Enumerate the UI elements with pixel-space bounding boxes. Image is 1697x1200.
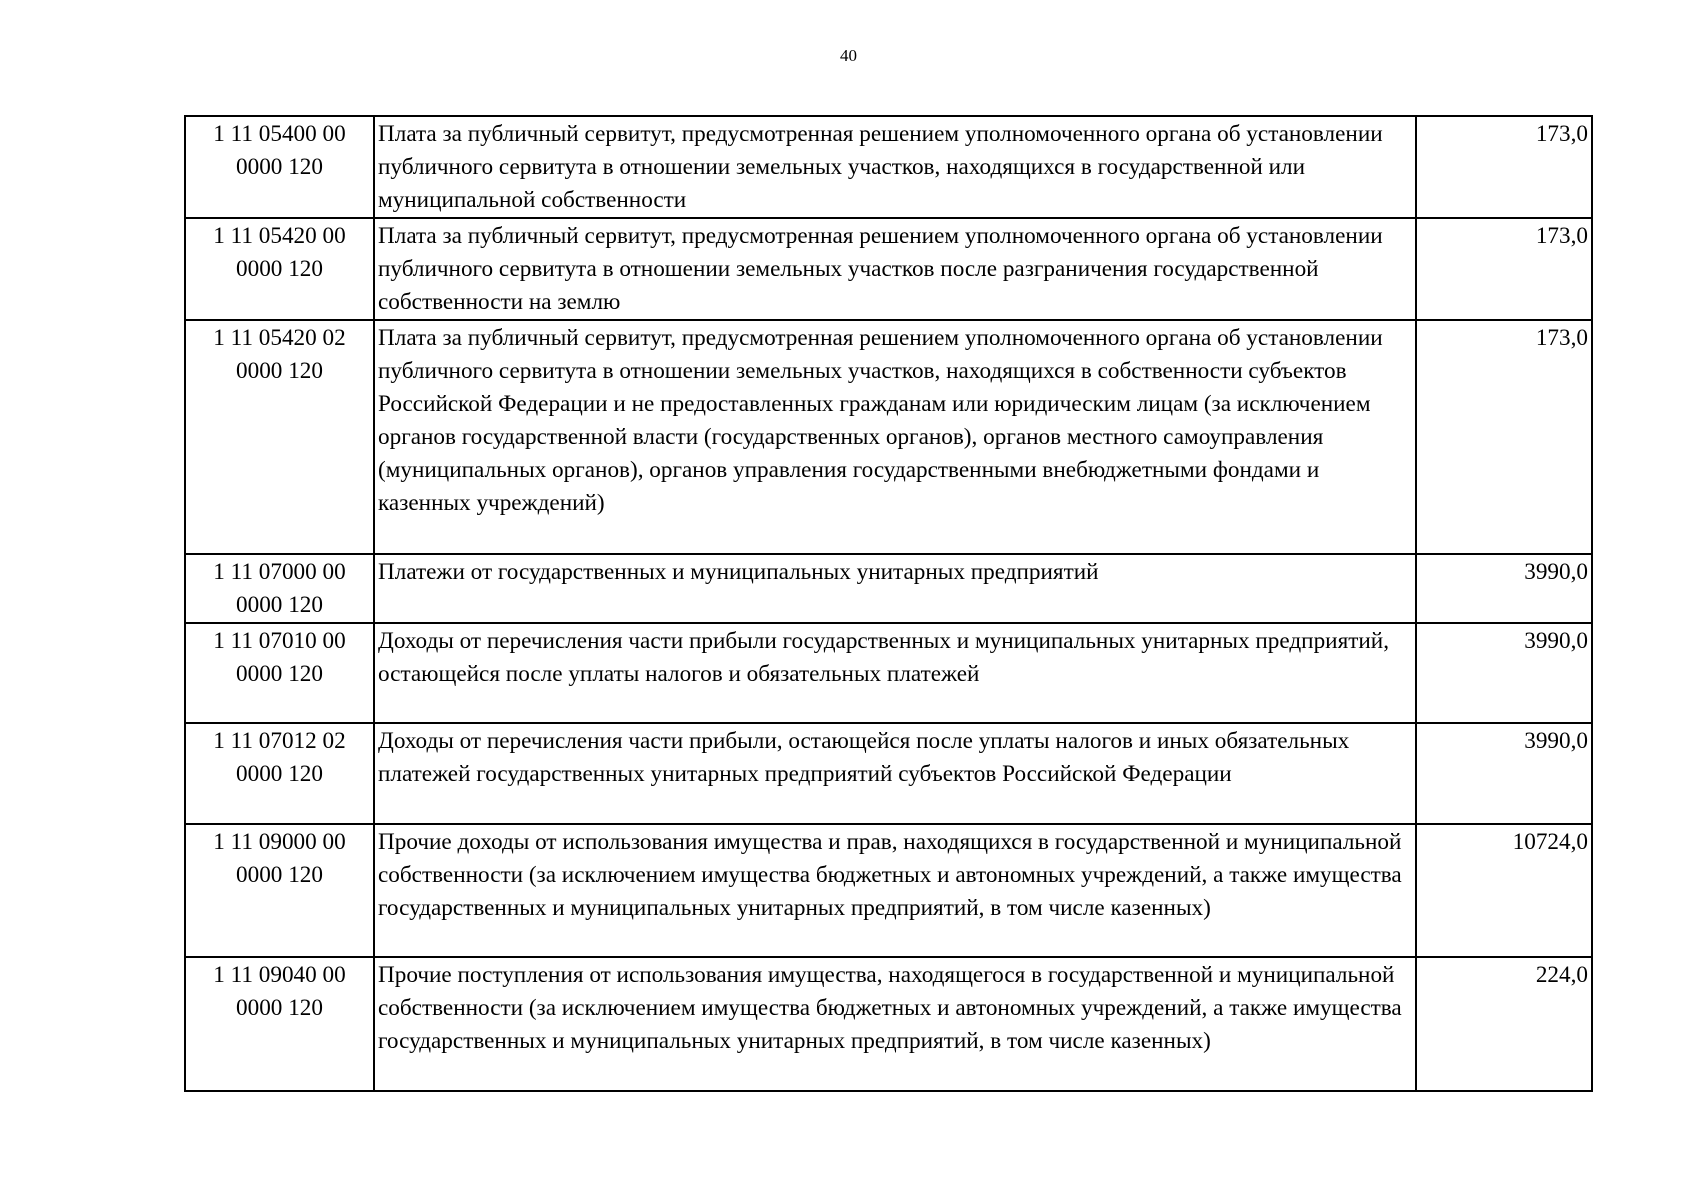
- budget-code-cell: [185, 824, 374, 957]
- budget-code-part1: 1 11 09040 00: [213, 962, 346, 988]
- table-row: [185, 957, 1592, 1091]
- budget-code-cell: [185, 623, 374, 723]
- description-cell: Плата за публичный сервитут, предусмотренная решением уполномоченного органа об установлении публичного сервитута в отношении земельных участков, находящихся в собственности субъектов Российской Федерации и не предоставленных гражданам или юридическим лицам (за исключением органов государственной власти (государственных органов), органов местного самоуправления (муниципальных органов), органов управления государственными внебюджетными фондами и казенных учреждений): [374, 320, 1416, 554]
- budget-code-part2: 0000 120: [236, 862, 323, 888]
- budget-code-part2: 0000 120: [236, 154, 323, 180]
- description-cell: Доходы от перечисления части прибыли, остающейся после уплаты налогов и иных обязательных платежей государственных унитарных предприятий субъектов Российской Федерации: [374, 723, 1416, 824]
- amount-cell: 173,0: [1416, 320, 1592, 554]
- table-row: [185, 116, 1592, 218]
- budget-code-part1: 1 11 07000 00: [213, 559, 346, 585]
- budget-code-part2: 0000 120: [236, 256, 323, 282]
- amount-cell: 3990,0: [1416, 623, 1592, 723]
- budget-code-part2: 0000 120: [236, 358, 323, 384]
- budget-code-cell: [185, 320, 374, 554]
- budget-code-part1: 1 11 05400 00: [213, 121, 346, 147]
- description-cell: Прочие поступления от использования имущества, находящегося в государственной и муниципальной собственности (за исключением имущества бюджетных и автономных учреждений, а также имущества государственных и муниципальных унитарных предприятий, в том числе казенных): [374, 957, 1416, 1091]
- description-cell: Платежи от государственных и муниципальных унитарных предприятий: [374, 554, 1416, 623]
- table-row: [185, 554, 1592, 623]
- budget-code-part2: 0000 120: [236, 761, 323, 787]
- description-cell: Плата за публичный сервитут, предусмотренная решением уполномоченного органа об установлении публичного сервитута в отношении земельных участков, находящихся в государственной или муниципальной собственности: [374, 116, 1416, 218]
- table-row: [185, 824, 1592, 957]
- amount-cell: 10724,0: [1416, 824, 1592, 957]
- budget-code-part1: 1 11 07012 02: [213, 728, 346, 754]
- budget-code-part2: 0000 120: [236, 661, 323, 687]
- page-number: 40: [840, 46, 857, 65]
- description-cell: Доходы от перечисления части прибыли государственных и муниципальных унитарных предприятий, остающейся после уплаты налогов и обязательных платежей: [374, 623, 1416, 723]
- table-row: [185, 320, 1592, 554]
- budget-revenue-table: [184, 115, 1593, 1092]
- budget-code-part1: 1 11 07010 00: [213, 628, 346, 654]
- table-row: [185, 218, 1592, 320]
- budget-code-part1: 1 11 09000 00: [213, 829, 346, 855]
- amount-cell: 3990,0: [1416, 723, 1592, 824]
- budget-code-part1: 1 11 05420 00: [213, 223, 346, 249]
- budget-code-cell: [185, 116, 374, 218]
- amount-cell: 173,0: [1416, 116, 1592, 218]
- budget-code-cell: [185, 957, 374, 1091]
- amount-cell: 224,0: [1416, 957, 1592, 1091]
- description-cell: Плата за публичный сервитут, предусмотренная решением уполномоченного органа об установлении публичного сервитута в отношении земельных участков после разграничения государственной собственности на землю: [374, 218, 1416, 320]
- table-row: [185, 623, 1592, 723]
- budget-code-part1: 1 11 05420 02: [213, 325, 346, 351]
- budget-code-part2: 0000 120: [236, 995, 323, 1021]
- budget-code-cell: [185, 554, 374, 623]
- budget-code-cell: [185, 218, 374, 320]
- budget-code-part2: 0000 120: [236, 592, 323, 618]
- amount-cell: 3990,0: [1416, 554, 1592, 623]
- budget-code-cell: [185, 723, 374, 824]
- table-row: [185, 723, 1592, 824]
- amount-cell: 173,0: [1416, 218, 1592, 320]
- description-cell: Прочие доходы от использования имущества и прав, находящихся в государственной и муниципальной собственности (за исключением имущества бюджетных и автономных учреждений, а также имущества государственных и муниципальных унитарных предприятий, в том числе казенных): [374, 824, 1416, 957]
